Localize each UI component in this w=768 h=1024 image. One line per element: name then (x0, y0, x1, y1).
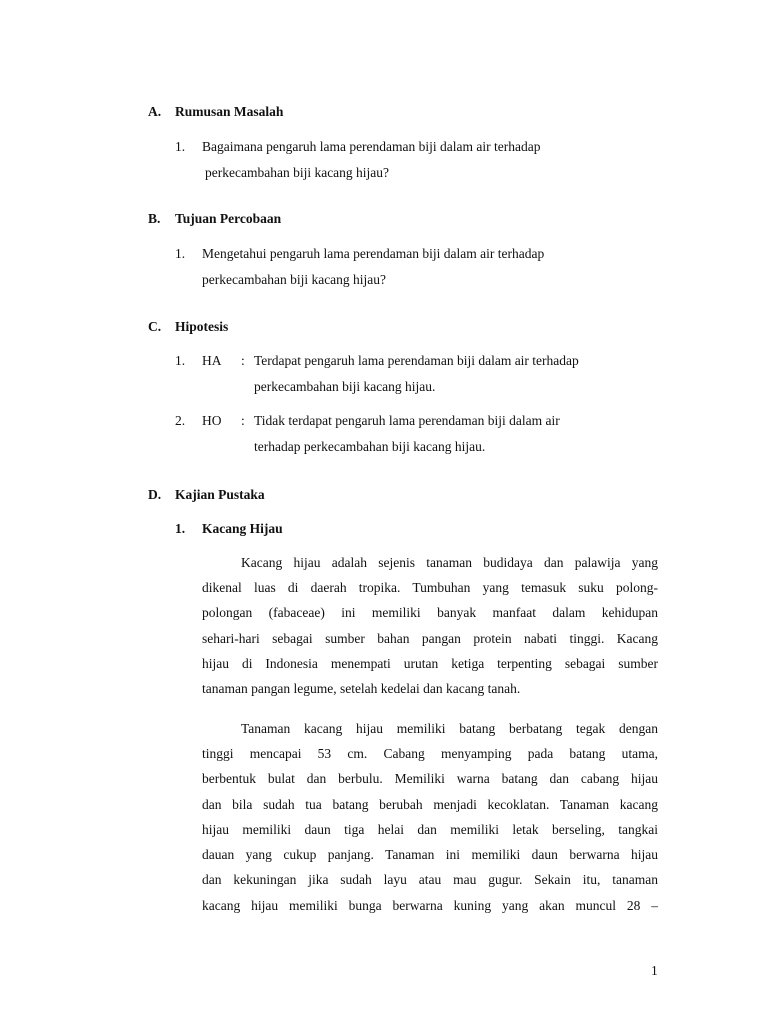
hypothesis-2-label: HO (202, 413, 222, 428)
section-a-item-1-line-1: Bagaimana pengaruh lama perendaman biji dalam air terhadap (202, 139, 541, 154)
section-d-title: Kajian Pustaka (175, 487, 265, 502)
hypothesis-1-line-1: Terdapat pengaruh lama perendaman biji dalam air terhadap (254, 353, 579, 368)
paragraph-1-line-6: tanaman pangan legume, setelah kedelai dan kacang tanah. (202, 681, 521, 696)
section-a-item-1-number: 1. (175, 139, 186, 154)
paragraph-2-line-5: hijau memiliki daun tiga helai dan memiliki letak berseling, tangkai (202, 822, 658, 837)
paragraph-2-line-3: berbentuk bulat dan berbulu. Memiliki warna batang dan cabang hijau (202, 771, 658, 786)
hypothesis-1-label: HA (202, 353, 222, 368)
section-d-letter: D. (148, 487, 162, 502)
subsection-number: 1. (175, 521, 186, 536)
section-b-item-1-number: 1. (175, 246, 186, 261)
section-c-letter: C. (148, 319, 162, 334)
hypothesis-1-line-2: perkecambahan biji kacang hijau. (254, 379, 436, 394)
paragraph-2-line-6: dauan yang cukup panjang. Tanaman ini memiliki daun berwarna hijau (202, 847, 658, 862)
section-b-item-1-line-1: Mengetahui pengaruh lama perendaman biji dalam air terhadap (202, 246, 545, 261)
hypothesis-2-number: 2. (175, 413, 186, 428)
paragraph-1-line-2: dikenal luas di daerah tropika. Tumbuhan yang temasuk suku polong- (202, 580, 658, 595)
paragraph-2-line-2: tinggi mencapai 53 cm. Cabang menyamping pada batang utama, (202, 746, 658, 761)
hypothesis-2-line-2: terhadap perkecambahan biji kacang hijau. (254, 439, 486, 454)
paragraph-2-line-1: Tanaman kacang hijau memiliki batang berbatang tegak dengan (241, 721, 658, 736)
section-b-letter: B. (148, 211, 161, 226)
page-number: 1 (651, 963, 658, 978)
hypothesis-2-line-1: Tidak terdapat pengaruh lama perendaman biji dalam air (254, 413, 560, 428)
paragraph-1-line-4: sehari-hari sebagai sumber bahan pangan protein nabati tinggi. Kacang (202, 631, 658, 646)
paragraph-2-line-4: dan bila sudah tua batang berubah menjadi kecoklatan. Tanaman kacang (202, 797, 658, 812)
section-a-title: Rumusan Masalah (175, 104, 284, 119)
hypothesis-1-colon: : (241, 353, 245, 368)
section-c-title: Hipotesis (175, 319, 229, 334)
paragraph-1-line-5: hijau di Indonesia menempati urutan ketiga terpenting sebagai sumber (202, 656, 658, 671)
paragraph-1-line-1: Kacang hijau adalah sejenis tanaman budidaya dan palawija yang (241, 555, 658, 570)
paragraph-1-line-3: polongan (fabaceae) ini memiliki banyak manfaat dalam kehidupan (202, 605, 658, 620)
section-a-item-1-line-2: perkecambahan biji kacang hijau? (205, 165, 390, 180)
hypothesis-2-colon: : (241, 413, 245, 428)
section-b-item-1-line-2: perkecambahan biji kacang hijau? (202, 272, 387, 287)
subsection-title: Kacang Hijau (202, 521, 283, 536)
paragraph-2-line-8: kacang hijau memiliki bunga berwarna kuning yang akan muncul 28 – (202, 898, 658, 913)
paragraph-2-line-7: dan kekuningan jika sudah layu atau mau gugur. Sekain itu, tanaman (202, 872, 658, 887)
hypothesis-1-number: 1. (175, 353, 186, 368)
section-a-letter: A. (148, 104, 162, 119)
section-b-title: Tujuan Percobaan (175, 211, 282, 226)
